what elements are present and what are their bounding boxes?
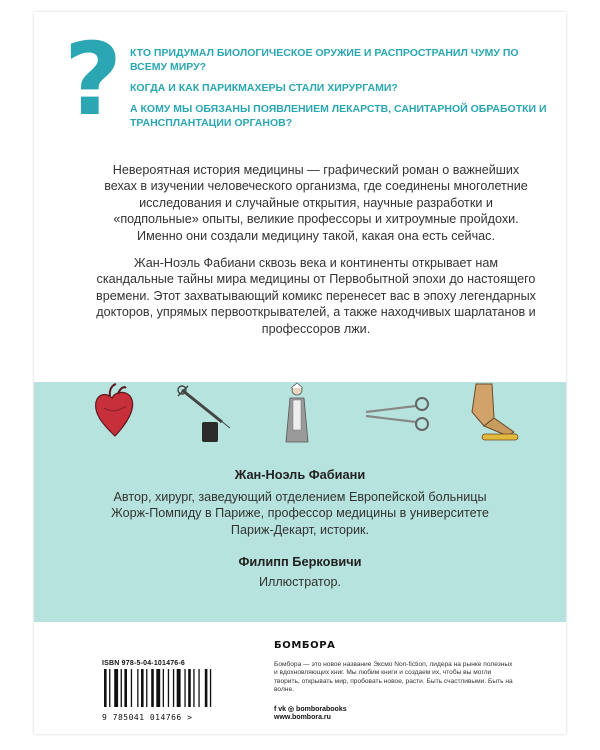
author-description: Автор, хирург, заведующий отделением Европейской больницы Жорж-Помпиду в Париже, профессор медицины в университете Париж-Декарт, историк. [111, 490, 489, 537]
book-back-cover [34, 12, 566, 734]
heart-illustration [92, 382, 138, 440]
prosthetic-leg-illustration [464, 382, 524, 446]
barcode-image [102, 669, 222, 707]
author-band [34, 382, 566, 622]
illustrator-description: Иллюстратор. [258, 575, 342, 589]
illustrator-name: Филипп Берковичи [238, 554, 362, 569]
publisher-text: Бомбора — это новое название Эксмо Non-fiction, лидера на рынке полезных и вдохновляющих книг. Мы любим книги и создаем их, чтобы вы могли творить, открывать мир, пробовать новое, расти. Быть счастливыми. Быть на волне. [274, 661, 513, 694]
barcode-bar [141, 669, 144, 707]
barcode-bar [188, 669, 191, 707]
barcode-bar [114, 669, 118, 707]
publisher-block [274, 640, 514, 721]
question-1: КТО ПРИДУМАЛ БИОЛОГИЧЕСКОЕ ОРУЖИЕ И РАСПРОСТРАНИЛ ЧУМУ ПО ВСЕМУ МИРУ? [130, 47, 519, 73]
barcode-bar [210, 669, 211, 707]
barcode-bar [168, 669, 169, 707]
barcode-bar [124, 669, 127, 707]
question-3: А КОМУ МЫ ОБЯЗАНЫ ПОЯВЛЕНИЕМ ЛЕКАРСТВ, САНИТАРНОЙ ОБРАБОТКИ И ТРАНСПЛАНТАЦИИ ОРГАНОВ? [130, 103, 547, 129]
nurse-illustration [282, 382, 312, 444]
syringe-illustration [174, 382, 234, 444]
barcode-bar [163, 669, 164, 707]
barcode-bar [156, 669, 160, 707]
question-2: КОГДА И КАК ПАРИКМАХЕРЫ СТАЛИ ХИРУРГАМИ? [130, 82, 398, 94]
question-mark: ? [64, 21, 123, 138]
publisher-logo: БОМБОРА [274, 640, 336, 651]
illustrations-row [34, 382, 566, 452]
author-name: Жан-Ноэль Фабиани [234, 467, 366, 482]
barcode-bar [109, 669, 110, 707]
barcode-bar [137, 669, 138, 707]
barcode-bar [198, 669, 199, 707]
intro-paragraph-1: Невероятная история медицины — графический роман о важнейших вехах в изучении человеческого организма, где соединены многолетние исследования и случайные открытия, научные разработки и «подпольные» опыты, великие профессоры и хитроумные пройдохи. Именно они создали медицину такой, какая она есть сейчас. [104, 163, 528, 243]
barcode-bar [104, 669, 107, 707]
barcode-bar [121, 669, 122, 707]
barcode-bar [131, 669, 132, 707]
questions-list [130, 46, 550, 137]
barcode-bar [177, 669, 181, 707]
isbn-text: ISBN 978-5-04-101476-6 [102, 660, 186, 667]
intro-text [96, 162, 536, 348]
barcode-bar [151, 669, 154, 707]
intro-paragraph-2: Жан-Ноэль Фабиани сквозь века и континенты открывает нам скандальные тайны мира медицины от Первобытной эпохи до настоящего времени. Этот захватывающий комикс перенесет вас в эпоху легендарных докторов, упрямых первооткрывателей, а также находчивых шарлатанов и профессоров лжи. [96, 256, 536, 336]
website-link[interactable]: www.bombora.ru [274, 713, 331, 721]
barcode-bar [184, 669, 185, 707]
barcode-bar [205, 669, 208, 707]
barcode-block [102, 660, 230, 722]
scissors-illustration [364, 392, 434, 436]
barcode-bar [146, 669, 147, 707]
barcode-digits: 9 785041 014766 > [102, 713, 193, 722]
social-links[interactable]: f vk ◎ bomborabooks [274, 705, 347, 713]
barcode-bar [193, 669, 194, 707]
barcode-bar [173, 669, 174, 707]
